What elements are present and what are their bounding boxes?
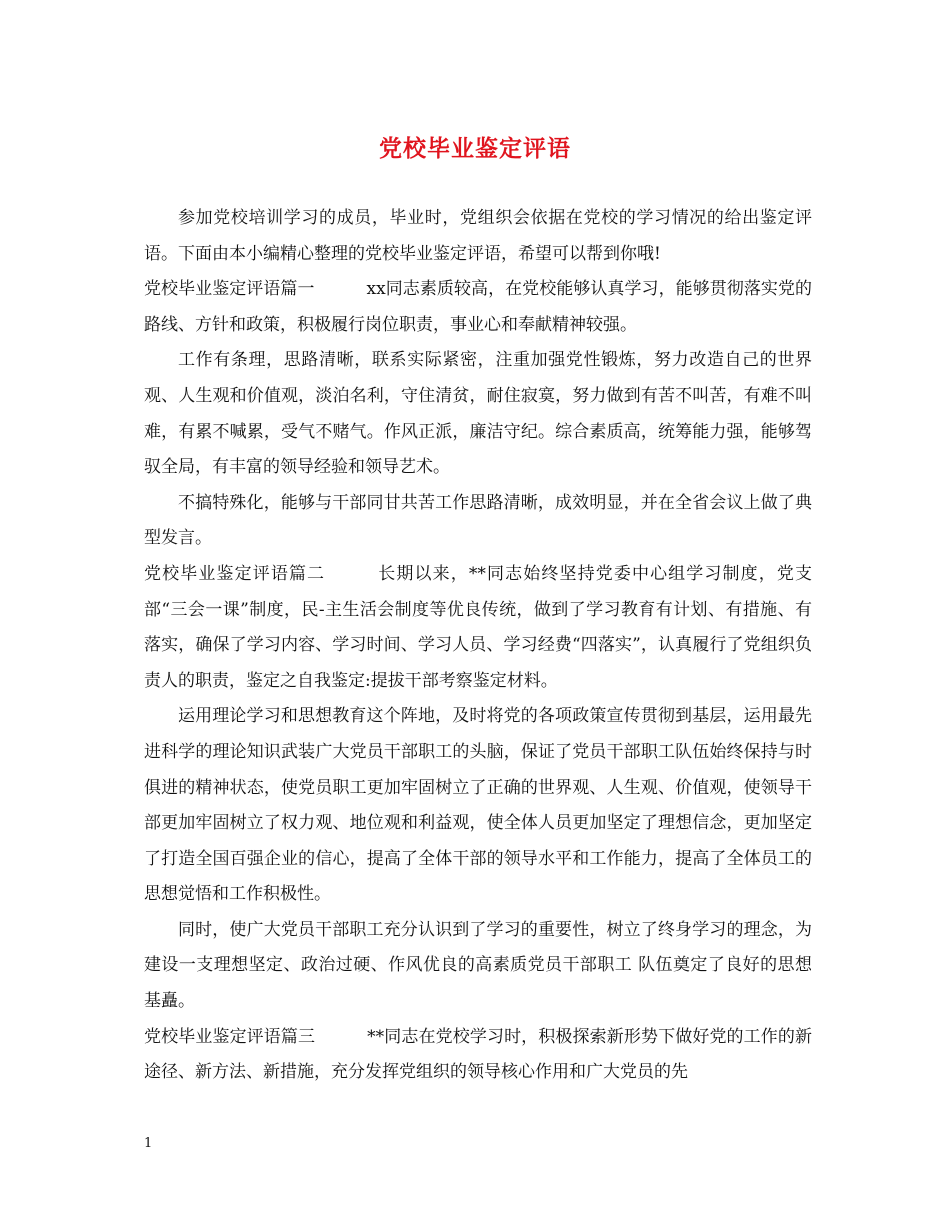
section-2-paragraph: 运用理论学习和思想教育这个阵地，及时将党的各项政策宣传贯彻到基层，运用最先进科学的理论知识武装广大党员干部职工的头脑，保证了党员干部职工队伍始终保持与时俱进的精神状态，使党员职工更加牢固树立了正确的世界观、人生观、价值观，使领导干部更加牢固树立了权力观、地位观和利益观，使全体人员更加坚定了理想信念，更加坚定了打造全国百强企业的信心，提高了全体干部的领导水平和工作能力，提高了全体员工的思想觉悟和工作积极性。 <box>144 706 812 905</box>
section-2-lead-paragraph <box>144 557 812 699</box>
section-3-lead-text: **同志在党校学习时，积极探索新形势下做好党的工作的新途径、新方法、新措施，充分发挥党组织的领导核心作用和广大党员的先 <box>144 1026 813 1083</box>
section-1-paragraph: 工作有条理，思路清晰，联系实际紧密，注重加强党性锻炼，努力改造自己的世界观、人生观和价值观，淡泊名利，守住清贫，耐住寂寞，努力做到有苦不叫苦，有难不叫难，有累不喊累，受气不赌气。作风正派，廉洁守纪。综合素质高，统筹能力强，能够驾驭全局，有丰富的领导经验和领导艺术。 <box>144 350 812 478</box>
section-1-label: 党校毕业鉴定评语篇一 <box>144 279 315 300</box>
page-number: 1 <box>144 1136 153 1151</box>
intro-paragraph: 参加党校培训学习的成员，毕业时，党组织会依据在党校的学习情况的给出鉴定评语。下面由本小编精心整理的党校毕业鉴定评语，希望可以帮到你哦! <box>144 208 812 264</box>
section-2-lead-text: 长期以来，**同志始终坚持党委中心组学习制度，党支部“三会一课”制度，民-主生活会制度等优良传统，做到了学习教育有计划、有措施、有落实，确保了学习内容、学习时间、学习人员、学习经费“四落实”，认真履行了党组织负责人的职责，鉴定之自我鉴定:提拔干部考察鉴定材料。 <box>144 563 813 691</box>
document-body <box>144 201 812 1091</box>
section-1-paragraph: 不搞特殊化，能够与干部同甘共苦工作思路清晰，成效明显，并在全省会议上做了典型发言。 <box>144 492 812 549</box>
section-1-lead-text: xx同志素质较高，在党校能够认真学习，能够贯彻落实党的路线、方针和政策，积极履行岗位职责，事业心和奉献精神较强。 <box>144 279 812 335</box>
document-title: 党校毕业鉴定评语 <box>379 135 571 162</box>
section-2-paragraph: 同时，使广大党员干部职工充分认识到了学习的重要性，树立了终身学习的理念，为建设一支理想坚定、政治过硬、作风优良的高素质党员干部职工 队伍奠定了良好的思想基矗。 <box>144 919 812 1012</box>
section-2-label: 党校毕业鉴定评语篇二 <box>144 563 326 584</box>
section-3-lead-paragraph <box>144 1020 812 1091</box>
section-1-lead-paragraph <box>144 272 812 343</box>
section-3-label: 党校毕业鉴定评语篇三 <box>144 1026 316 1047</box>
